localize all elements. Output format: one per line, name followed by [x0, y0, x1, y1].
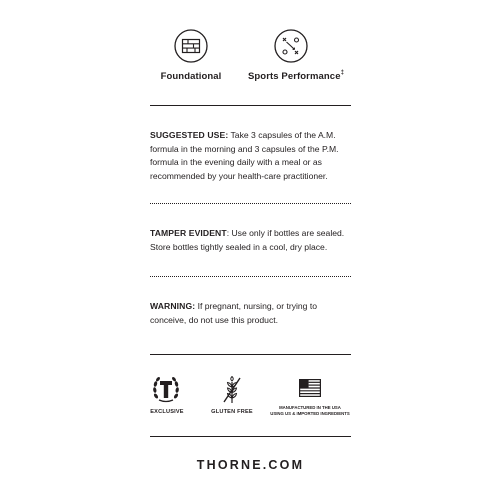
category-label: Sports Performance — [247, 71, 341, 82]
category-sports-performance — [241, 71, 351, 82]
play-diagram-icon — [274, 29, 308, 63]
badge-made-in-usa-line2: USING US & IMPORTED INGREDIENTS — [270, 410, 350, 416]
category-foundational — [151, 71, 231, 82]
suggested-use-body: Take 3 capsules of the A.M. formula in the morning and 3 capsules of the P.M. formula in the evening daily with a meal or as recommended by your health-care practitioner. — [150, 130, 339, 181]
grid-blocks-icon — [174, 29, 208, 63]
suggested-use-text — [150, 129, 355, 183]
category-label: Foundational — [160, 71, 222, 82]
divider-dotted-1 — [150, 203, 351, 204]
badge-made-in-usa-label — [264, 405, 356, 416]
warning-body: If pregnant, nursing, or trying to conceive, do not use this product. — [150, 301, 318, 325]
divider-dotted-2 — [150, 276, 351, 277]
tamper-evident-body: : Use only if bottles are sealed. Store bottles tightly sealed in a cool, dry place. — [150, 228, 345, 252]
tamper-evident-heading: TAMPER EVIDENT — [150, 228, 227, 238]
badge-made-in-usa-line1: MANUFACTURED IN THE USA — [279, 405, 341, 410]
gluten-free-icon — [221, 376, 243, 409]
double-dagger-mark: ‡ — [340, 70, 345, 76]
website-url: THORNE.COM — [196, 458, 305, 472]
badge-gluten-free-label: GLUTEN FREE — [211, 409, 253, 415]
divider-middle — [150, 354, 351, 355]
warning-text — [150, 300, 355, 327]
suggested-use-heading: SUGGESTED USE: — [150, 130, 229, 140]
badge-exclusive-label: EXCLUSIVE — [150, 409, 184, 415]
divider-top — [150, 105, 351, 106]
laurel-t-icon — [151, 376, 181, 409]
divider-bottom — [150, 436, 351, 437]
tamper-evident-text — [150, 227, 355, 254]
warning-heading: WARNING: — [150, 301, 196, 311]
us-flag-icon — [299, 379, 321, 402]
